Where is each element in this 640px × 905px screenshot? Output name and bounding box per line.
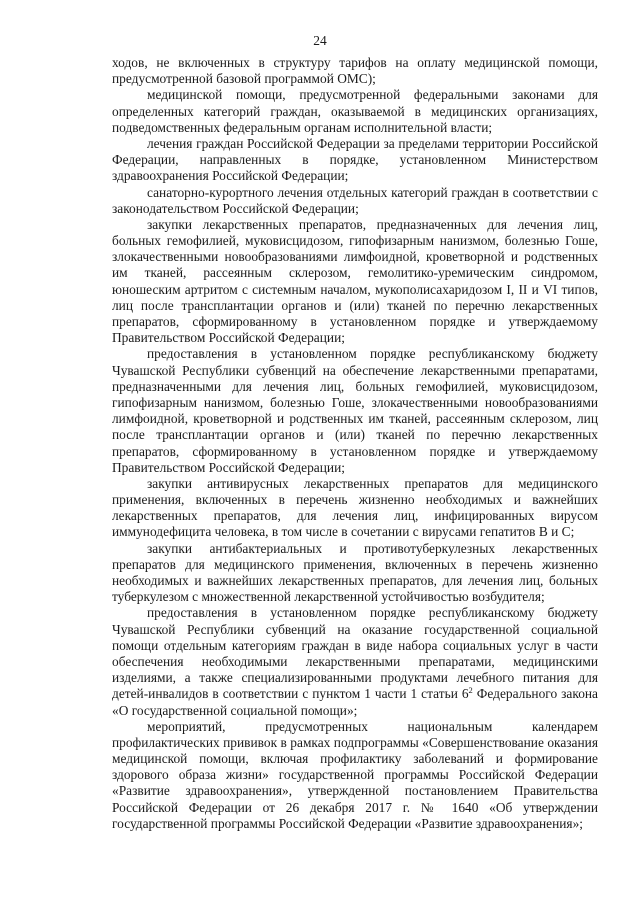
paragraph-treatment-abroad: лечения граждан Российской Федерации за пределами территории Российской Федерации, направленных в порядке, установленном Министерством здравоохранения Российской Федерации;	[112, 135, 598, 184]
page-number: 24	[313, 33, 327, 48]
paragraph-social-aid-text: предоставления в установленном порядке республиканскому бюджету Чувашской Республики субвенций на оказание государственной социальной помощи отдельным категориям граждан в виде набора социальных услуг в части обеспечения необходимыми лекарственными препаратами, медицинскими изделиями, а также специализированными продуктами лечебного питания для детей-инвалидов в соответствии с пунктом 1 части 1 статьи 6	[112, 605, 598, 702]
paragraph-antibacterial-procurement: закупки антибактериальных и противотуберкулезных лекарственных препаратов для медицинского применения, включенных в перечень жизненно необходимых и важнейших лекарственных препаратов, для лечения лиц, больных туберкулезом с множественной лекарственной устойчивостью возбудителя;	[112, 540, 598, 605]
paragraph-drug-subventions: предоставления в установленном порядке республиканскому бюджету Чувашской Республики субвенций на обеспечение лекарственными препаратами, предназначенными для лечения лиц, больных гемофилией, муковисцидозом, гипофизарным нанизмом, болезнью Гоше, злокачественными новообразованиями лимфоидной, кроветворной и родственных им тканей, рассеянным склерозом, лиц после трансплантации органов и (или) тканей по перечню лекарственных препаратов, сформированному в установленном порядке и утверждаемому Правительством Российской Федерации;	[112, 346, 598, 475]
document-body	[112, 55, 598, 832]
paragraph-vaccination-calendar: мероприятий, предусмотренных национальным календарем профилактических прививок в рамках подпрограммы «Совершенствование оказания медицинской помощи, включая профилактику заболеваний и формирование здорового образа жизни» государственной программы Российской Федерации «Развитие здравоохранения», утвержденной постановлением Правительства Российской Федерации от 26 декабря 2017 г. № 1640 «Об утверждении государственной программы Российской Федерации «Развитие здравоохранения»;	[112, 718, 598, 831]
paragraph-continuation: ходов, не включенных в структуру тарифов на оплату медицинской помощи, предусмотренной базовой программой ОМС);	[112, 55, 598, 87]
paragraph-social-aid-text-end: Федерального закона «О государственной социальной помощи»;	[112, 686, 598, 718]
paragraph-sanatorium-treatment: санаторно-курортного лечения отдельных категорий граждан в соответствии с законодательством Российской Федерации;	[112, 184, 598, 216]
superscript-article-index: 2	[468, 685, 473, 696]
paragraph-antiviral-procurement: закупки антивирусных лекарственных препаратов для медицинского применения, включенных в перечень жизненно необходимых и важнейших лекарственных препаратов, для лечения лиц, инфицированных вирусом иммунодефицита человека, в том числе в сочетании с вирусами гепатитов В и С;	[112, 475, 598, 540]
paragraph-social-aid-subventions	[112, 605, 598, 718]
paragraph-drug-procurement: закупки лекарственных препаратов, предназначенных для лечения лиц, больных гемофилией, муковисцидозом, гипофизарным нанизмом, болезнью Гоше, злокачественными новообразованиями лимфоидной, кроветворной и родственных им тканей, рассеянным склерозом, гемолитико-уремическим синдромом, юношеским артритом с системным началом, мукополисахаридозом I, II и VI типов, лиц после трансплантации органов и (или) тканей по перечню лекарственных препаратов, сформированному в установленном порядке и утверждаемому Правительством Российской Федерации;	[112, 216, 598, 346]
paragraph-federal-laws-care: медицинской помощи, предусмотренной федеральными законами для определенных категорий граждан, оказываемой в медицинских организациях, подведомственных федеральным органам исполнительной власти;	[112, 87, 598, 135]
